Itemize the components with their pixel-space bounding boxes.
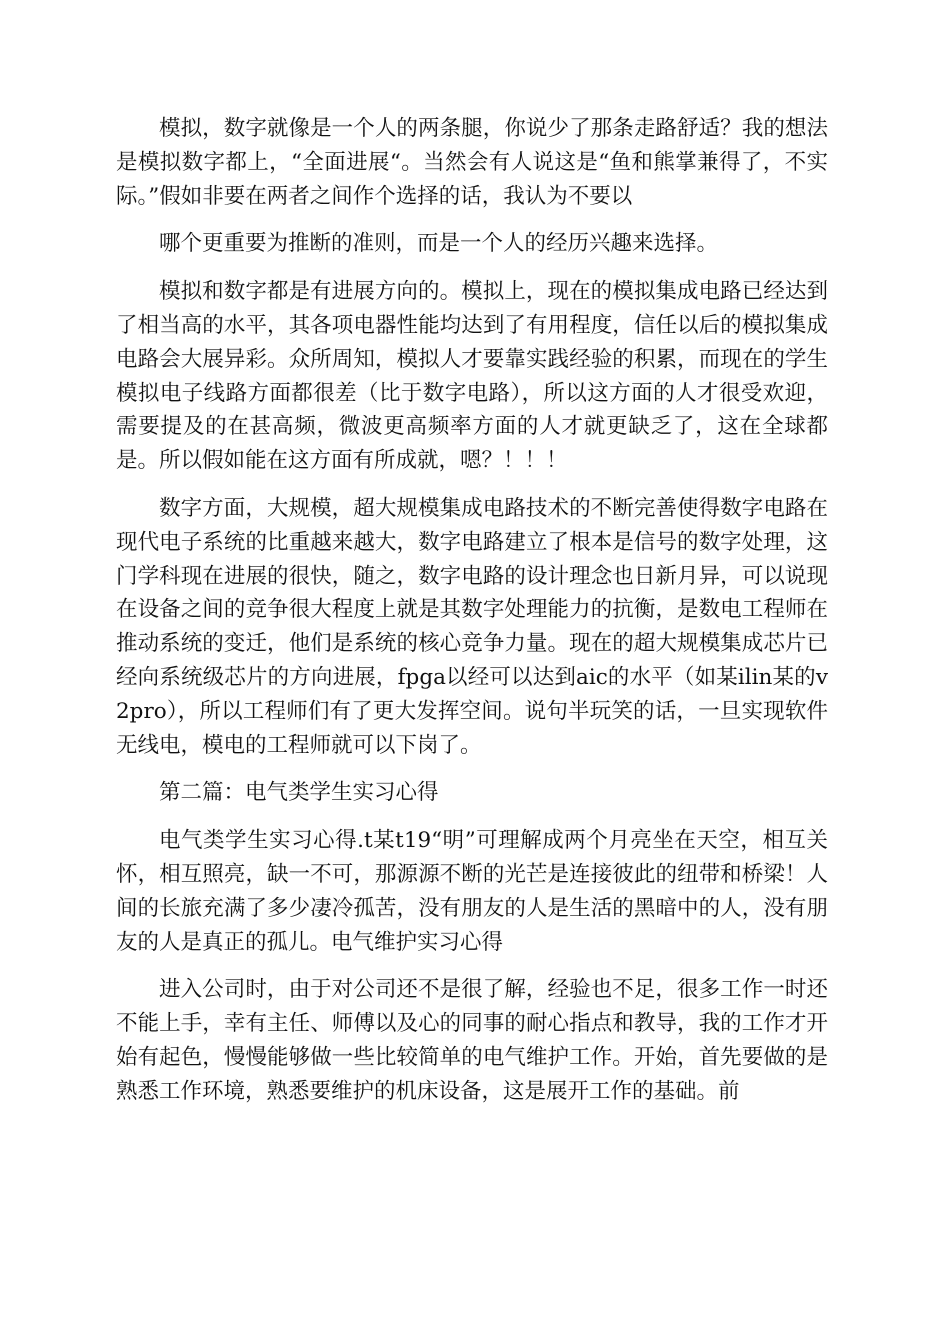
document-page [116,112,828,1109]
paragraph-1: 模拟，数字就像是一个人的两条腿，你说少了那条走路舒适？我的想法是模拟数字都上，“全面进展“。当然会有人说这是“鱼和熊掌兼得了，不实际。”假如非要在两者之间作个选择的话，我认为不要以 [116,116,828,209]
paragraph-6: 进入公司时，由于对公司还不是很了解，经验也不足，很多工作一时还不能上手，幸有主任、师傅以及心的同事的耐心指点和教导，我的工作才开始有起色，慢慢能够做一些比较简单的电气维护工作。开始，首先要做的是熟悉工作环境，熟悉要维护的机床设备，这是展开工作的基础。前 [116,977,828,1104]
paragraph-gap [116,762,828,776]
paragraph-gap [116,810,828,824]
paragraph-gap [116,261,828,275]
paragraph-2: 哪个更重要为推断的准则，而是一个人的经历兴趣来选择。 [159,231,719,257]
paragraph-gap [116,478,828,492]
paragraph-gap [116,213,828,227]
paragraph-5: 电气类学生实习心得.t某t19“明”可理解成两个月亮坐在天空，相互关怀，相互照亮，缺一不可，那源源不断的光芒是连接彼此的纽带和桥梁！人间的长旅充满了多少凄冷孤苦，没有朋友的人是生活的黑暗中的人，没有朋友的人是真正的孤儿。电气维护实习心得 [116,828,828,955]
section-title: 第二篇：电气类学生实习心得 [159,780,439,806]
paragraph-3: 模拟和数字都是有进展方向的。模拟上，现在的模拟集成电路已经达到了相当高的水平，其各项电器性能均达到了有用程度，信任以后的模拟集成电路会大展异彩。众所周知，模拟人才要靠实践经验的积累，而现在的学生模拟电子线路方面都很差（比于数字电路），所以这方面的人才很受欢迎，需要提及的在甚高频，微波更高频率方面的人才就更缺乏了，这在全球都是。所以假如能在这方面有所成就，嗯？！！！ [116,279,828,474]
paragraph-4: 数字方面，大规模，超大规模集成电路技术的不断完善使得数字电路在现代电子系统的比重越来越大，数字电路建立了根本是信号的数字处理，这门学科现在进展的很快，随之，数字电路的设计理念也日新月异，可以说现在设备之间的竞争很大程度上就是其数字处理能力的抗衡，是数电工程师在推动系统的变迁，他们是系统的核心竞争力量。现在的超大规模集成芯片已经向系统级芯片的方向进展，fpga以经可以达到aic的水平（如某ilin某的v2pro），所以工程师们有了更大发挥空间。说句半玩笑的话，一旦实现软件无线电，模电的工程师就可以下岗了。 [116,495,828,758]
paragraph-gap [116,959,828,973]
